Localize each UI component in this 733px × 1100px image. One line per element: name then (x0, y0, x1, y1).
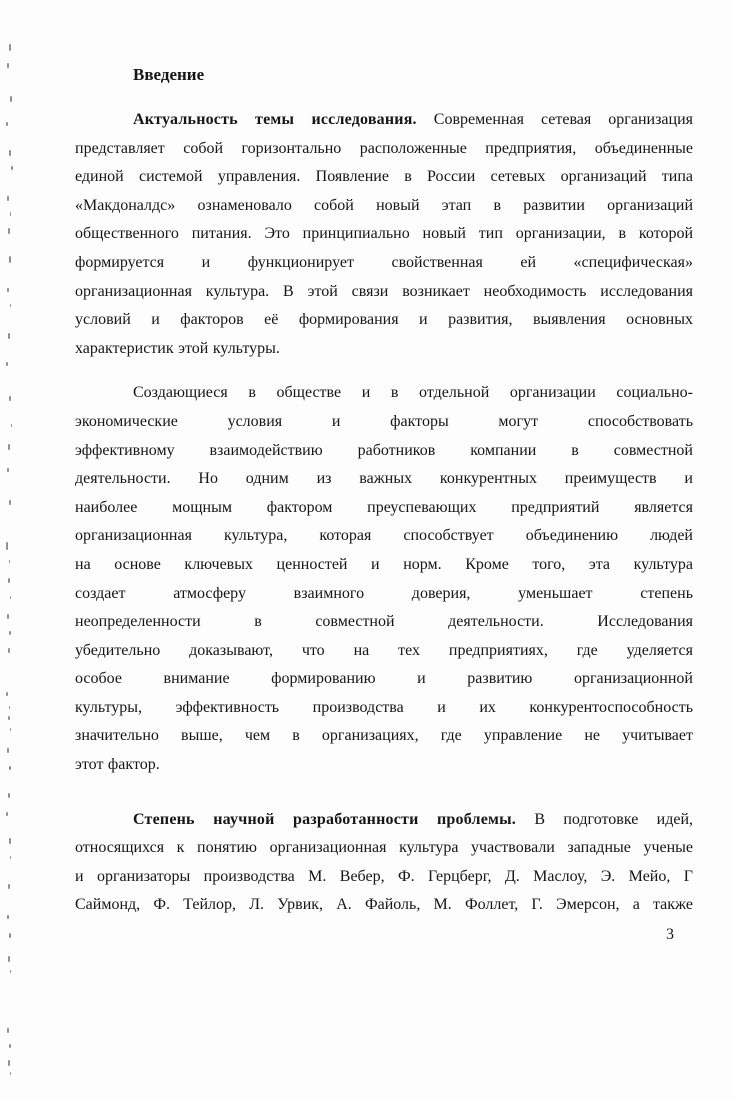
scan-speck (7, 468, 9, 472)
text-line: организационная культура, которая способствует объединению людей (75, 527, 693, 545)
section-heading: Введение (133, 65, 205, 84)
scan-speck (10, 970, 11, 973)
body-text (75, 106, 693, 920)
text-line: единой системой управления. Появление в России сетевых организаций типа (75, 168, 693, 186)
scan-speck (8, 444, 10, 450)
scan-speck (7, 1028, 9, 1033)
text-line: и организаторы производства М. Вебер, Ф. Герцберг, Д. Маслоу, Э. Мейо, Г (75, 867, 693, 885)
scan-speck (9, 766, 11, 770)
scan-speck (6, 122, 8, 126)
scan-speck (8, 956, 10, 962)
scan-speck (9, 631, 11, 635)
scan-speck (9, 838, 11, 844)
scan-speck (9, 256, 11, 263)
text-line: наиболее мощным фактором преуспевающих предприятий является (75, 498, 693, 516)
scan-speck (6, 362, 8, 366)
text-line: на основе ключевых ценностей и норм. Кроме того, эта культура (75, 555, 693, 573)
text-line: эффективному взаимодействию работников компании в совместной (75, 441, 693, 459)
text-line: этот фактор. (75, 756, 160, 774)
text-line: формируется и функционирует свойственная ей «специфическая» (75, 253, 693, 271)
scan-speck (7, 196, 9, 201)
scan-speck (7, 288, 9, 292)
scan-speck (10, 856, 11, 859)
scan-speck (10, 596, 11, 599)
paragraph (75, 806, 693, 920)
paragraph-lead: Актуальность темы исследования. (133, 111, 417, 128)
scan-speck (9, 706, 10, 709)
text-line: относящихся к понятию организационная культура участвовали западные ученые (75, 839, 693, 857)
text-line: Создающиеся в обществе и в отдельной организации социально- (133, 384, 693, 402)
scan-speck (6, 542, 8, 550)
text-line: неопределенности в совместной деятельности. Исследования (75, 613, 693, 631)
text-line: особое внимание формированию и развитию организационной (75, 670, 693, 688)
scan-speck (10, 1072, 11, 1075)
scan-speck (8, 333, 10, 339)
scan-speck (6, 812, 8, 816)
scan-speck (10, 304, 11, 307)
scan-speck (11, 166, 13, 170)
scan-speck (8, 716, 10, 720)
text-line: общественного питания. Это принципиально новый тип организации, в которой (75, 225, 693, 243)
text-line: Саймонд, Ф. Тейлор, Л. Урвик, А. Файоль, М. Фоллет, Г. Эмерсон, а также (75, 896, 693, 914)
page-content (75, 60, 693, 936)
scan-speck (9, 44, 11, 51)
scan-speck (9, 396, 11, 401)
text-line: культуры, эффективность производства и их конкурентоспособность (75, 698, 693, 716)
scan-speck (8, 1060, 10, 1066)
scan-speck (9, 1044, 11, 1048)
scan-speck (9, 500, 11, 505)
scan-speck (6, 692, 8, 696)
text-line: значительно выше, чем в организациях, где управление не учитывает (75, 727, 693, 745)
scan-speck (7, 748, 9, 753)
text-line: организационная культура. В этой связи возникает необходимость исследования (75, 282, 693, 300)
scan-speck (9, 150, 11, 156)
text-line: условий и факторов её формирования и развития, выявления основных (75, 311, 693, 329)
text-line: «Макдоналдс» ознаменовало собой новый этап в развитии организаций (75, 196, 693, 214)
paragraph (75, 106, 693, 363)
scan-speck (7, 63, 9, 68)
text-line (75, 106, 693, 135)
paragraph (75, 379, 693, 779)
text-line: деятельности. Но одним из важных конкурентных преимуществ и (75, 470, 693, 488)
scan-speck (8, 228, 10, 234)
scan-speck (9, 560, 10, 563)
line-text: Современная сетевая организация (433, 111, 693, 128)
scan-speck (8, 884, 10, 889)
scan-speck (10, 728, 11, 731)
scan-speck (8, 648, 10, 653)
text-line: создает атмосферу взаимного доверия, уменьшает степень (75, 584, 693, 602)
text-line: характеристик этой культуры. (75, 339, 280, 357)
text-line: убедительно доказывают, что на тех предприятиях, где уделяется (75, 641, 693, 659)
text-line (75, 806, 693, 835)
scan-speck (9, 933, 11, 938)
scan-speck (11, 424, 12, 427)
scan-speck (8, 793, 10, 798)
scan-speck (8, 578, 10, 583)
page-number: 3 (666, 926, 674, 943)
scan-speck (7, 614, 9, 619)
line-text: В подготовке идей, (534, 810, 694, 828)
scan-speck (10, 96, 12, 102)
text-line: представляет собой горизонтально расположенные предприятия, объединенные (75, 139, 693, 157)
scan-speck (10, 212, 11, 216)
scan-speck (7, 915, 9, 919)
paragraph-lead: Степень научной разработанности проблемы. (133, 810, 516, 828)
text-line: экономические условия и факторы могут способствовать (75, 412, 693, 430)
